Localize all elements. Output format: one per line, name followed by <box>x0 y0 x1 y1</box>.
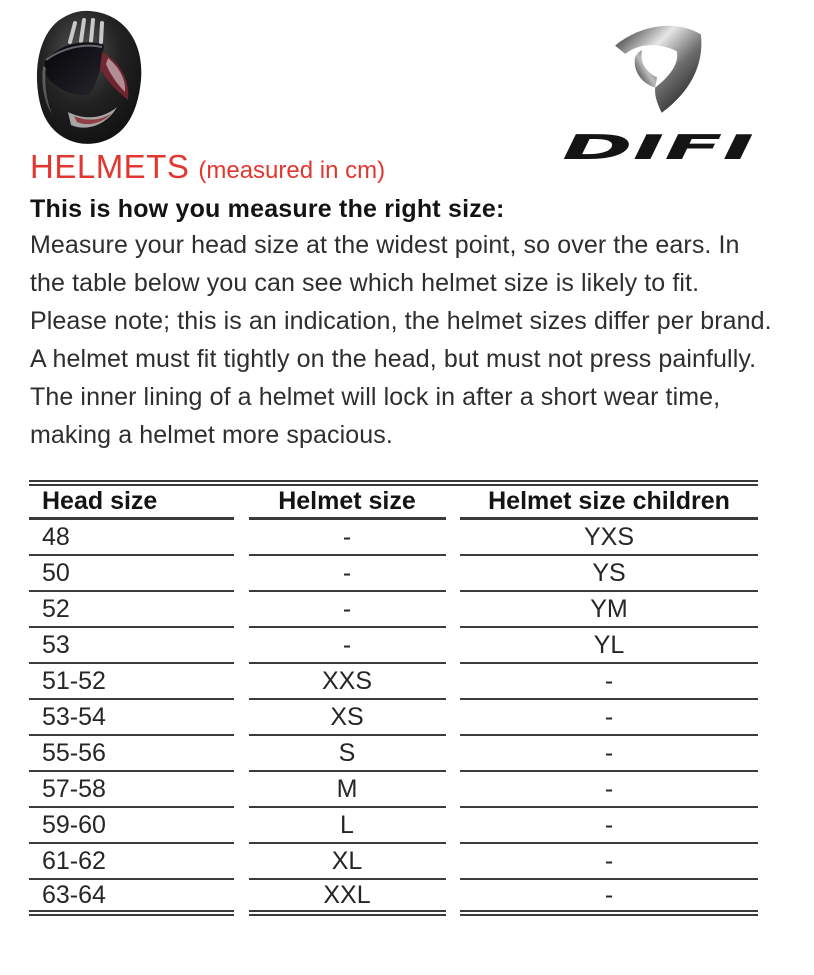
table-row <box>29 808 758 844</box>
difi-wordmark: DIFI <box>562 128 754 168</box>
cell-helmet-size-children: - <box>460 664 758 700</box>
table-row <box>29 592 758 628</box>
cell-helmet-size: XXS <box>249 664 446 700</box>
cell-head-size: 53 <box>29 628 234 664</box>
cell-helmet-size-children: - <box>460 880 758 916</box>
cell-helmet-size: - <box>249 556 446 592</box>
cell-head-size: 48 <box>29 520 234 556</box>
cell-helmet-size: XS <box>249 700 446 736</box>
cell-helmet-size-children: - <box>460 700 758 736</box>
intro-line: the table below you can see which helmet size is likely to fit. <box>30 269 700 297</box>
cell-helmet-size-children: YXS <box>460 520 758 556</box>
table-row <box>29 700 758 736</box>
helmet-image <box>28 6 150 148</box>
intro-line: Measure your head size at the widest point, so over the ears. In <box>30 231 740 259</box>
table-row <box>29 844 758 880</box>
intro-paragraph <box>30 226 775 454</box>
cell-helmet-size-children: - <box>460 736 758 772</box>
intro-heading: This is how you measure the right size: <box>30 195 505 223</box>
table-row <box>29 772 758 808</box>
intro-line: The inner lining of a helmet will lock in after a short wear time, <box>30 383 721 411</box>
cell-helmet-size-children: YM <box>460 592 758 628</box>
cell-helmet-size: - <box>249 628 446 664</box>
cell-head-size: 63-64 <box>29 880 234 916</box>
cell-helmet-size-children: - <box>460 772 758 808</box>
cell-helmet-size-children: - <box>460 844 758 880</box>
table-row <box>29 664 758 700</box>
difi-emblem-icon <box>602 12 714 124</box>
column-header-helmet-size: Helmet size <box>249 486 446 520</box>
cell-helmet-size: S <box>249 736 446 772</box>
cell-helmet-size: XL <box>249 844 446 880</box>
cell-helmet-size: - <box>249 592 446 628</box>
cell-helmet-size: L <box>249 808 446 844</box>
intro-line: A helmet must fit tightly on the head, but must not press painfully. <box>30 345 757 373</box>
cell-head-size: 59-60 <box>29 808 234 844</box>
difi-logo <box>552 12 764 184</box>
page-title-suffix: (measured in cm) <box>198 157 386 184</box>
cell-head-size: 61-62 <box>29 844 234 880</box>
column-header-head-size: Head size <box>29 486 234 520</box>
table-row <box>29 520 758 556</box>
cell-head-size: 51-52 <box>29 664 234 700</box>
column-header-helmet-size-children: Helmet size children <box>460 486 758 520</box>
cell-head-size: 52 <box>29 592 234 628</box>
cell-head-size: 50 <box>29 556 234 592</box>
table-header-row <box>29 486 758 520</box>
intro-line: Please note; this is an indication, the helmet sizes differ per brand. <box>30 307 772 335</box>
intro-line: making a helmet more spacious. <box>30 421 393 449</box>
table-row <box>29 736 758 772</box>
table-row <box>29 880 758 916</box>
cell-helmet-size: XXL <box>249 880 446 916</box>
page-title-text: HELMETS <box>30 148 190 185</box>
table-row <box>29 556 758 592</box>
cell-helmet-size-children: - <box>460 808 758 844</box>
cell-head-size: 57-58 <box>29 772 234 808</box>
size-table-body <box>29 520 758 916</box>
size-table <box>29 480 758 916</box>
cell-helmet-size-children: YL <box>460 628 758 664</box>
cell-head-size: 53-54 <box>29 700 234 736</box>
page-title <box>30 148 385 186</box>
cell-helmet-size: - <box>249 520 446 556</box>
cell-helmet-size: M <box>249 772 446 808</box>
cell-head-size: 55-56 <box>29 736 234 772</box>
cell-helmet-size-children: YS <box>460 556 758 592</box>
table-row <box>29 628 758 664</box>
